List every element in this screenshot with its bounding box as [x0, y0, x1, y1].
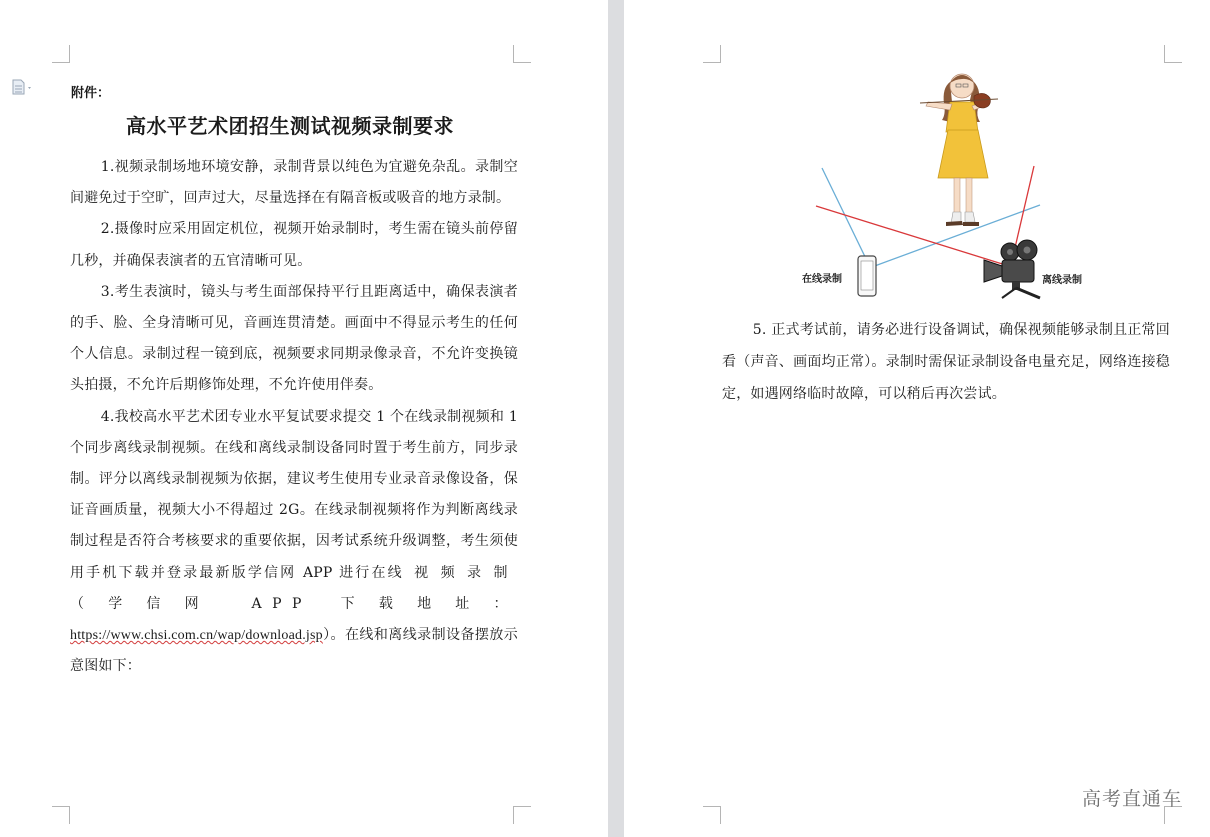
- phone-icon: [858, 256, 876, 296]
- online-sightline-left: [822, 168, 870, 267]
- document-title: 高水平艺术团招生测试视频录制要求: [126, 114, 454, 138]
- attachment-label: 附件：: [71, 86, 111, 101]
- margin-mark-bottom-left: [52, 806, 70, 824]
- right-page-body: [722, 314, 1170, 410]
- paragraph-5: 5. 正式考试前，请务必进行设备调试，确保视频能够录制且正常回看（声音、画面均正常）。录制时需保证录制设备电量充足，网络连接稳定，如遇网络临时故障，可以稍后再次尝试。: [722, 322, 1170, 402]
- paragraph-3: 3.考生表演时，镜头与考生面部保持平行且距离适中，确保表演者的手、脸、全身清晰可见，音画连贯清楚。画面中不得显示考生的任何个人信息。录制过程一镜到底，视频要求同期录像录音，不允许变换镜头拍摄，不允许后期修饰处理，不允许使用伴奏。: [70, 283, 518, 394]
- margin-mark-top-left: [52, 45, 70, 63]
- margin-mark-top-right: [1164, 45, 1182, 63]
- recording-setup-diagram: [802, 62, 1102, 302]
- paragraph-4: [70, 402, 518, 683]
- paragraph-4-tail: ）。在线和离线录制设备摆放示意图如下：: [70, 627, 518, 675]
- margin-mark-top-right: [513, 45, 531, 63]
- page-gap: [608, 0, 624, 837]
- margin-mark-top-left: [703, 45, 721, 63]
- requirements-body: [70, 152, 518, 682]
- margin-mark-bottom-left: [703, 806, 721, 824]
- document-navigation-icon[interactable]: [12, 79, 34, 95]
- video-camera-icon: [984, 240, 1040, 298]
- paragraph-2: 2.摄像时应采用固定机位，视频开始录制时，考生需在镜头前停留几秒，并确保表演者的五官清晰可见。: [70, 221, 518, 269]
- online-recording-label: 在线录制: [802, 274, 842, 285]
- paragraph-1: 1.视频录制场地环境安静，录制背景以纯色为宜避免杂乱。录制空间避免过于空旷，回声过大，尽量选择在有隔音板或吸音的地方录制。: [70, 159, 518, 207]
- paragraph-4-spread-line: 线视频录制（学信网 APP 下载地址：: [70, 564, 519, 612]
- paragraph-4-main: 4.我校高水平艺术团专业水平复试要求提交 1 个在线录制视频和 1 个同步离线录制视频。在线和离线录制设备同时置于考生前方，同步录制。评分以离线录制视频为依据，建议考生使用专业录音录像设备，保证音画质量，视频大小不得超过 2G。在线录制视频将作为判断离线录制过程是否符合考核要求的重要依据，因考试系统升级调整，考生须使用手机下载并登录最新版学信网 APP 进行在: [70, 408, 518, 581]
- document-page-right: [624, 0, 1210, 837]
- download-url-link[interactable]: https://www.chsi.com.cn/wap/download.jsp: [70, 628, 323, 644]
- offline-sightline-left: [816, 206, 1012, 267]
- margin-mark-bottom-right: [513, 806, 531, 824]
- violinist-figure: [920, 74, 998, 226]
- offline-recording-label: 离线录制: [1042, 275, 1082, 286]
- watermark-text: 高考直通车: [1081, 788, 1182, 810]
